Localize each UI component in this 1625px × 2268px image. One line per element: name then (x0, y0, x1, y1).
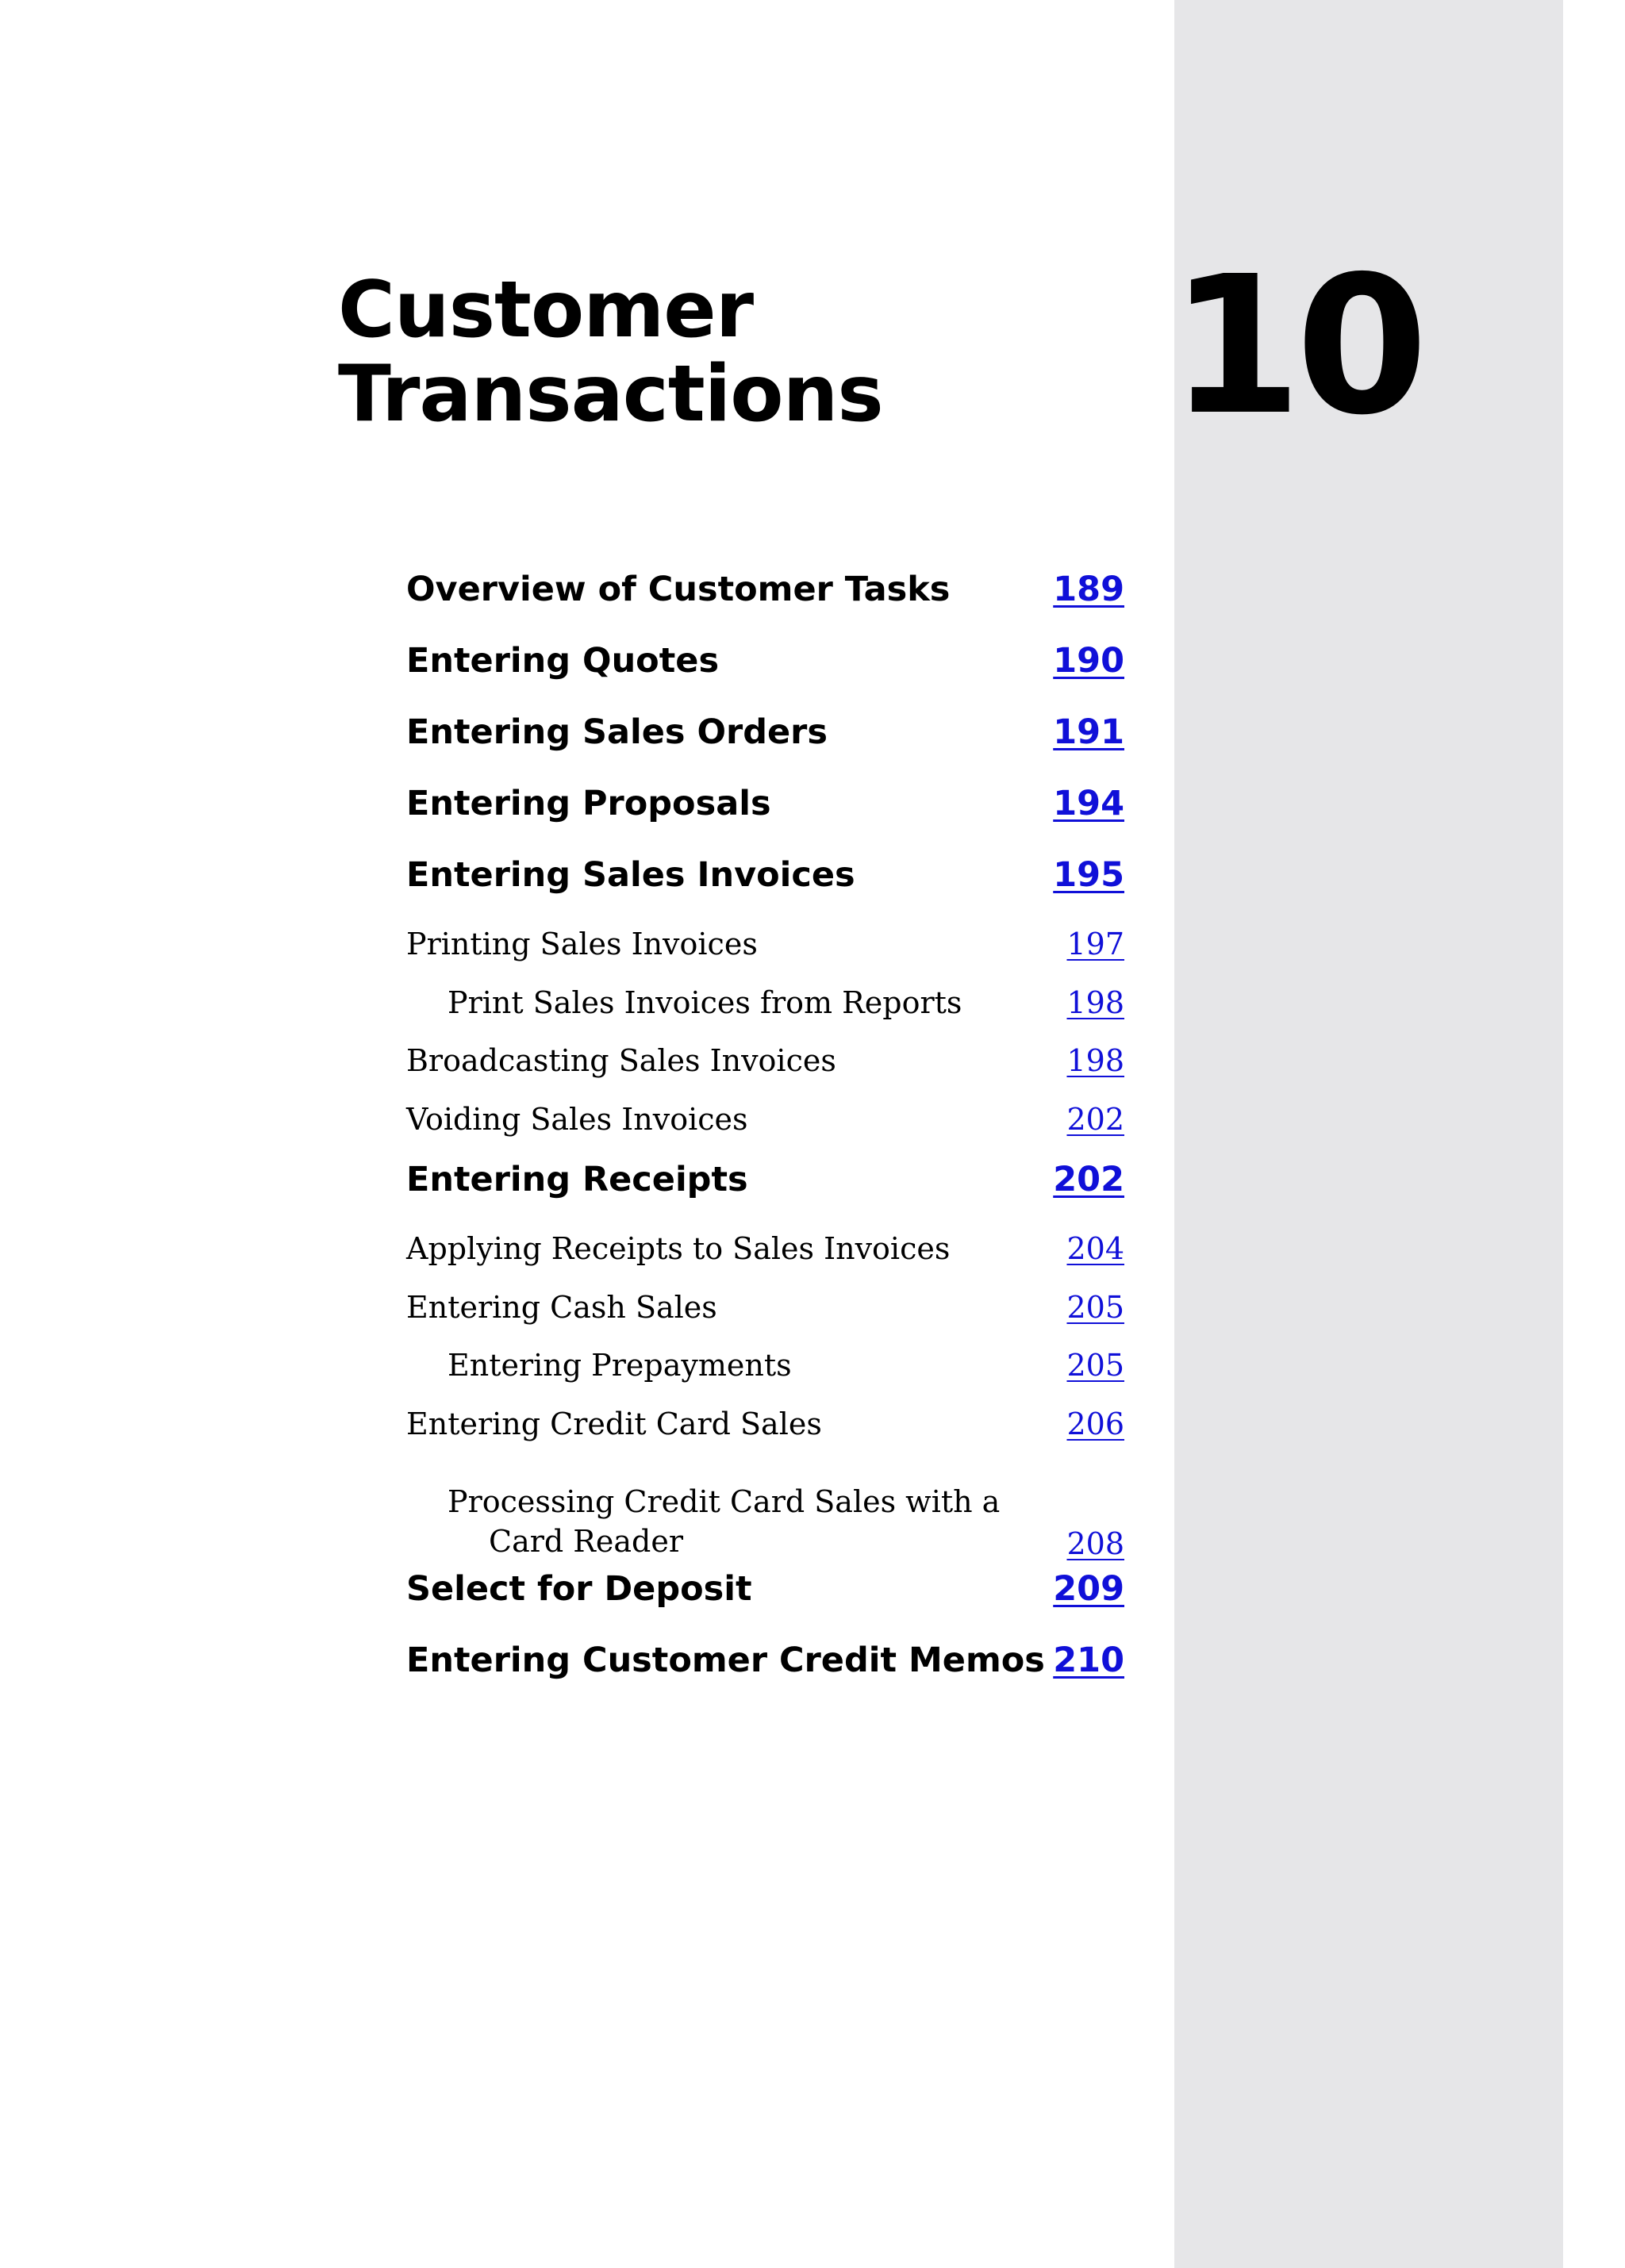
toc-entry (406, 641, 1124, 712)
toc-entry (406, 1160, 1124, 1231)
toc-page-link[interactable]: 198 (1066, 1043, 1124, 1078)
toc-subentry (406, 1406, 1124, 1465)
toc-entry (406, 570, 1124, 641)
toc-page-link[interactable]: 202 (1053, 1160, 1124, 1199)
toc-entry-title: Entering Customer Credit Memos (406, 1641, 1045, 1680)
toc-page-link[interactable]: 208 (1066, 1526, 1124, 1561)
toc-subsubentry-title: Entering Prepayments (448, 1348, 792, 1383)
table-of-contents (406, 570, 1124, 1712)
toc-subsubentry-title: Print Sales Invoices from Reports (448, 984, 962, 1020)
toc-subentry (406, 1102, 1124, 1161)
toc-page-link[interactable]: 189 (1053, 570, 1124, 609)
toc-subentry-title: Printing Sales Invoices (406, 927, 758, 961)
toc-entry (406, 1641, 1124, 1712)
toc-subentry (406, 1231, 1124, 1290)
toc-page-link[interactable]: 206 (1066, 1406, 1124, 1441)
toc-subentry-title: Voiding Sales Invoices (406, 1101, 748, 1137)
toc-page-link[interactable]: 194 (1053, 784, 1124, 823)
toc-entry (406, 1569, 1124, 1641)
toc-page-link[interactable]: 205 (1066, 1348, 1124, 1383)
toc-page-link[interactable]: 205 (1066, 1289, 1124, 1325)
toc-entry (406, 784, 1124, 855)
toc-subentry-title: Entering Credit Card Sales (406, 1406, 822, 1441)
toc-entry (406, 855, 1124, 927)
toc-page-link[interactable]: 190 (1053, 641, 1124, 681)
toc-page-link[interactable]: 195 (1053, 855, 1124, 895)
toc-subsubentry-title-line-2: Card Reader (489, 1524, 684, 1559)
toc-subentry (406, 1290, 1124, 1349)
toc-subentry-title: Applying Receipts to Sales Invoices (406, 1231, 951, 1266)
toc-page-link[interactable]: 198 (1066, 984, 1124, 1020)
toc-page-link[interactable]: 191 (1053, 712, 1124, 752)
toc-entry-title: Entering Quotes (406, 641, 720, 681)
chapter-title (338, 265, 883, 439)
toc-page-link[interactable]: 210 (1053, 1641, 1124, 1680)
chapter-title-line-1: Customer (338, 265, 754, 355)
toc-subentry (406, 1043, 1124, 1102)
toc-page-link[interactable]: 197 (1066, 927, 1124, 961)
toc-subentry-title: Entering Cash Sales (406, 1289, 717, 1325)
toc-entry (406, 712, 1124, 784)
toc-subentry (406, 927, 1124, 985)
toc-page-link[interactable]: 209 (1053, 1569, 1124, 1609)
toc-entry-title: Entering Sales Invoices (406, 855, 855, 895)
toc-subsubentry (406, 1464, 1124, 1569)
toc-subentry-title: Broadcasting Sales Invoices (406, 1043, 836, 1078)
toc-subsubentry-title (406, 1482, 1000, 1561)
chapter-title-line-2: Transactions (338, 349, 883, 439)
toc-entry-title: Entering Proposals (406, 784, 771, 823)
toc-entry-title: Overview of Customer Tasks (406, 570, 951, 609)
toc-entry-title: Entering Receipts (406, 1160, 748, 1199)
chapter-number: 10 (1170, 235, 1422, 457)
toc-subsubentry (406, 1348, 1124, 1406)
toc-subsubentry-title-line-1: Processing Credit Card Sales with a (448, 1484, 1001, 1519)
toc-page-link[interactable]: 202 (1066, 1101, 1124, 1137)
toc-page-link[interactable]: 204 (1066, 1231, 1124, 1266)
toc-entry-title: Select for Deposit (406, 1569, 752, 1609)
toc-entry-title: Entering Sales Orders (406, 712, 828, 752)
toc-subsubentry (406, 985, 1124, 1044)
